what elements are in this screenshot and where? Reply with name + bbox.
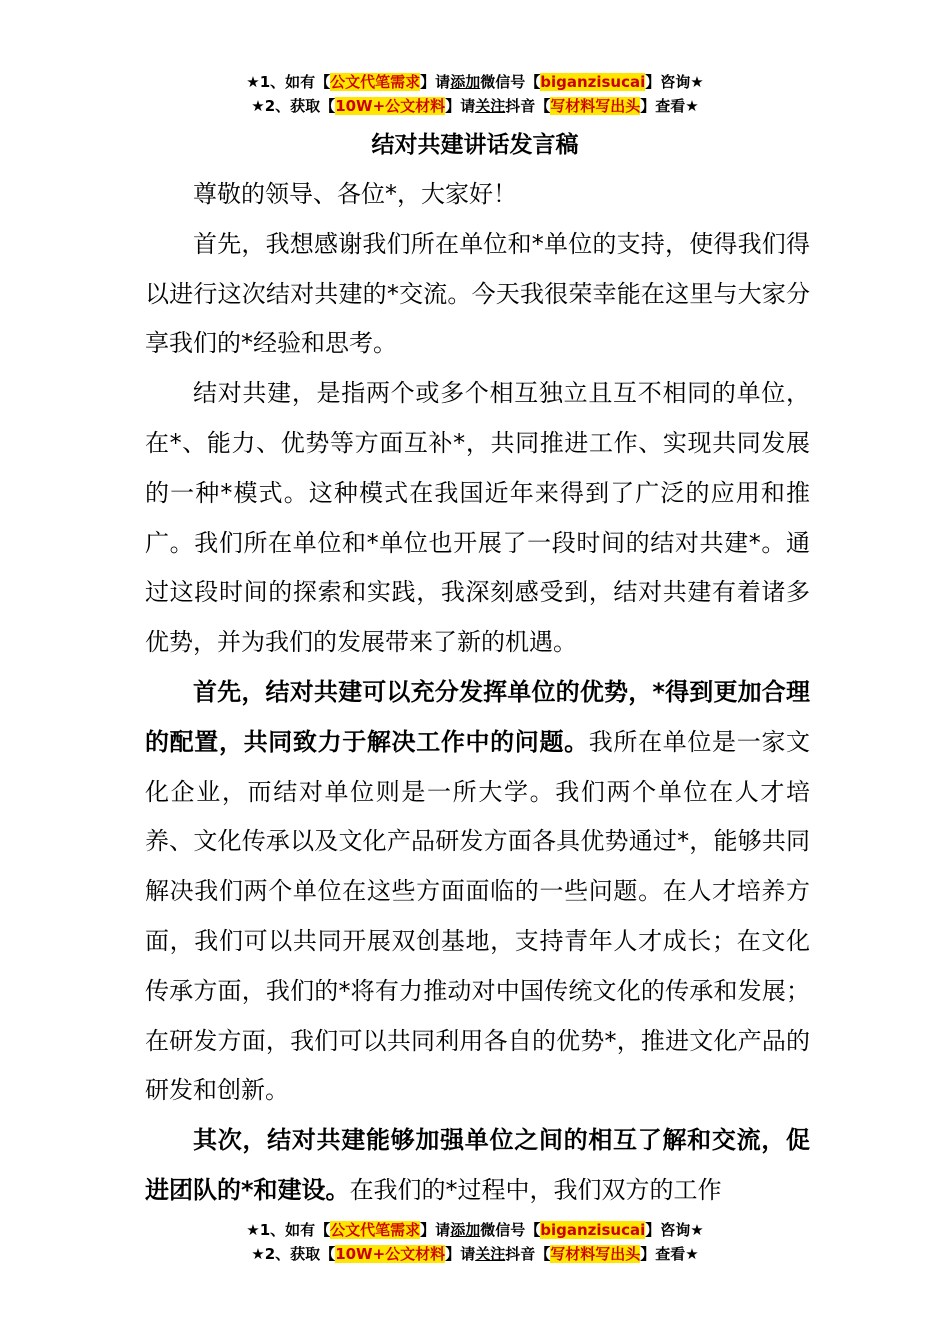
banner-text: 】咨询★ <box>645 73 704 91</box>
paragraph-4 <box>145 1116 810 1216</box>
banner-underlined-text: 添加 <box>450 73 481 91</box>
banner-highlight: 10W+公文材料 <box>335 1245 446 1263</box>
paragraph-3-bold-lead: 首先，结对共建可以充分发挥单位的优势，*得到更加合理的配置，共同致力于解决工作中的问题。 <box>145 677 810 756</box>
banner-highlight: biganzisucai <box>540 73 646 91</box>
document-title: 结对共建讲话发言稿 <box>371 132 579 158</box>
banner-text: 】请 <box>420 73 451 91</box>
banner-text: ★2、获取【 <box>251 97 336 115</box>
banner-highlight: 10W+公文材料 <box>335 97 446 115</box>
paragraph-4-text: 在我们的*过程中，我们双方的工作 <box>349 1175 722 1204</box>
banner-underlined-text: 关注 <box>475 97 506 115</box>
banner-text: 微信号【 <box>480 1221 541 1239</box>
header-banner <box>0 70 950 118</box>
document-body <box>145 170 810 1216</box>
banner-highlight: 公文代笔需求 <box>330 73 421 91</box>
banner-text: 】请 <box>420 1221 451 1239</box>
banner-text: 】咨询★ <box>645 1221 704 1239</box>
banner-line-2 <box>0 1242 950 1266</box>
banner-text: ★1、如有【 <box>246 1221 331 1239</box>
paragraph-2: 结对共建，是指两个或多个相互独立且互不相同的单位，在*、能力、优势等方面互补*，共同推进工作、实现共同发展的一种*模式。这种模式在我国近年来得到了广泛的应用和推广。我们所在单位和*单位也开展了一段时间的结对共建*。通过这段时间的探索和实践，我深刻感受到，结对共建有着诸多优势，并为我们的发展带来了新的机遇。 <box>145 379 810 657</box>
paragraph-1: 首先，我想感谢我们所在单位和*单位的支持，使得我们得以进行这次结对共建的*交流。今天我很荣幸能在这里与大家分享我们的*经验和思考。 <box>145 229 810 358</box>
banner-highlight: biganzisucai <box>540 1221 646 1239</box>
banner-line-2 <box>0 94 950 118</box>
paragraph-4-bold-lead: 其次，结对共建能够加强单位之间的相互了解和交流，促进团队的*和建设。 <box>145 1126 810 1204</box>
banner-line-1 <box>0 1218 950 1242</box>
banner-text: 微信号【 <box>480 73 541 91</box>
banner-text: 抖音【 <box>505 1245 551 1263</box>
footer-banner <box>0 1218 950 1266</box>
banner-highlight: 公文代笔需求 <box>330 1221 421 1239</box>
banner-underlined-text: 关注 <box>475 1245 506 1263</box>
banner-underlined-text: 添加 <box>450 1221 481 1239</box>
banner-line-1 <box>0 70 950 94</box>
banner-highlight: 写材料写出头 <box>550 97 641 115</box>
paragraph-3-text: 我所在单位是一家文化企业，而结对单位则是一所大学。我们两个单位在人才培养、文化传承以及文化产品研发方面各具优势通过*，能够共同解决我们两个单位在这些方面面临的一些问题。在人才培养方面，我们可以共同开展双创基地，支持青年人才成长；在文化传承方面，我们的*将有力推动对中国传统文化的传承和发展；在研发方面，我们可以共同利用各自的优势*，推进文化产品的研发和创新。 <box>145 727 811 1105</box>
greeting-paragraph: 尊敬的领导、各位*，大家好！ <box>193 180 517 208</box>
paragraph-3 <box>145 668 810 1116</box>
banner-text: 】请 <box>445 1245 476 1263</box>
banner-text: 】请 <box>445 97 476 115</box>
banner-text: 抖音【 <box>505 97 551 115</box>
banner-text: 】查看★ <box>640 97 699 115</box>
banner-highlight: 写材料写出头 <box>550 1245 641 1263</box>
banner-text: 】查看★ <box>640 1245 699 1263</box>
banner-text: ★2、获取【 <box>251 1245 336 1263</box>
banner-text: ★1、如有【 <box>246 73 331 91</box>
